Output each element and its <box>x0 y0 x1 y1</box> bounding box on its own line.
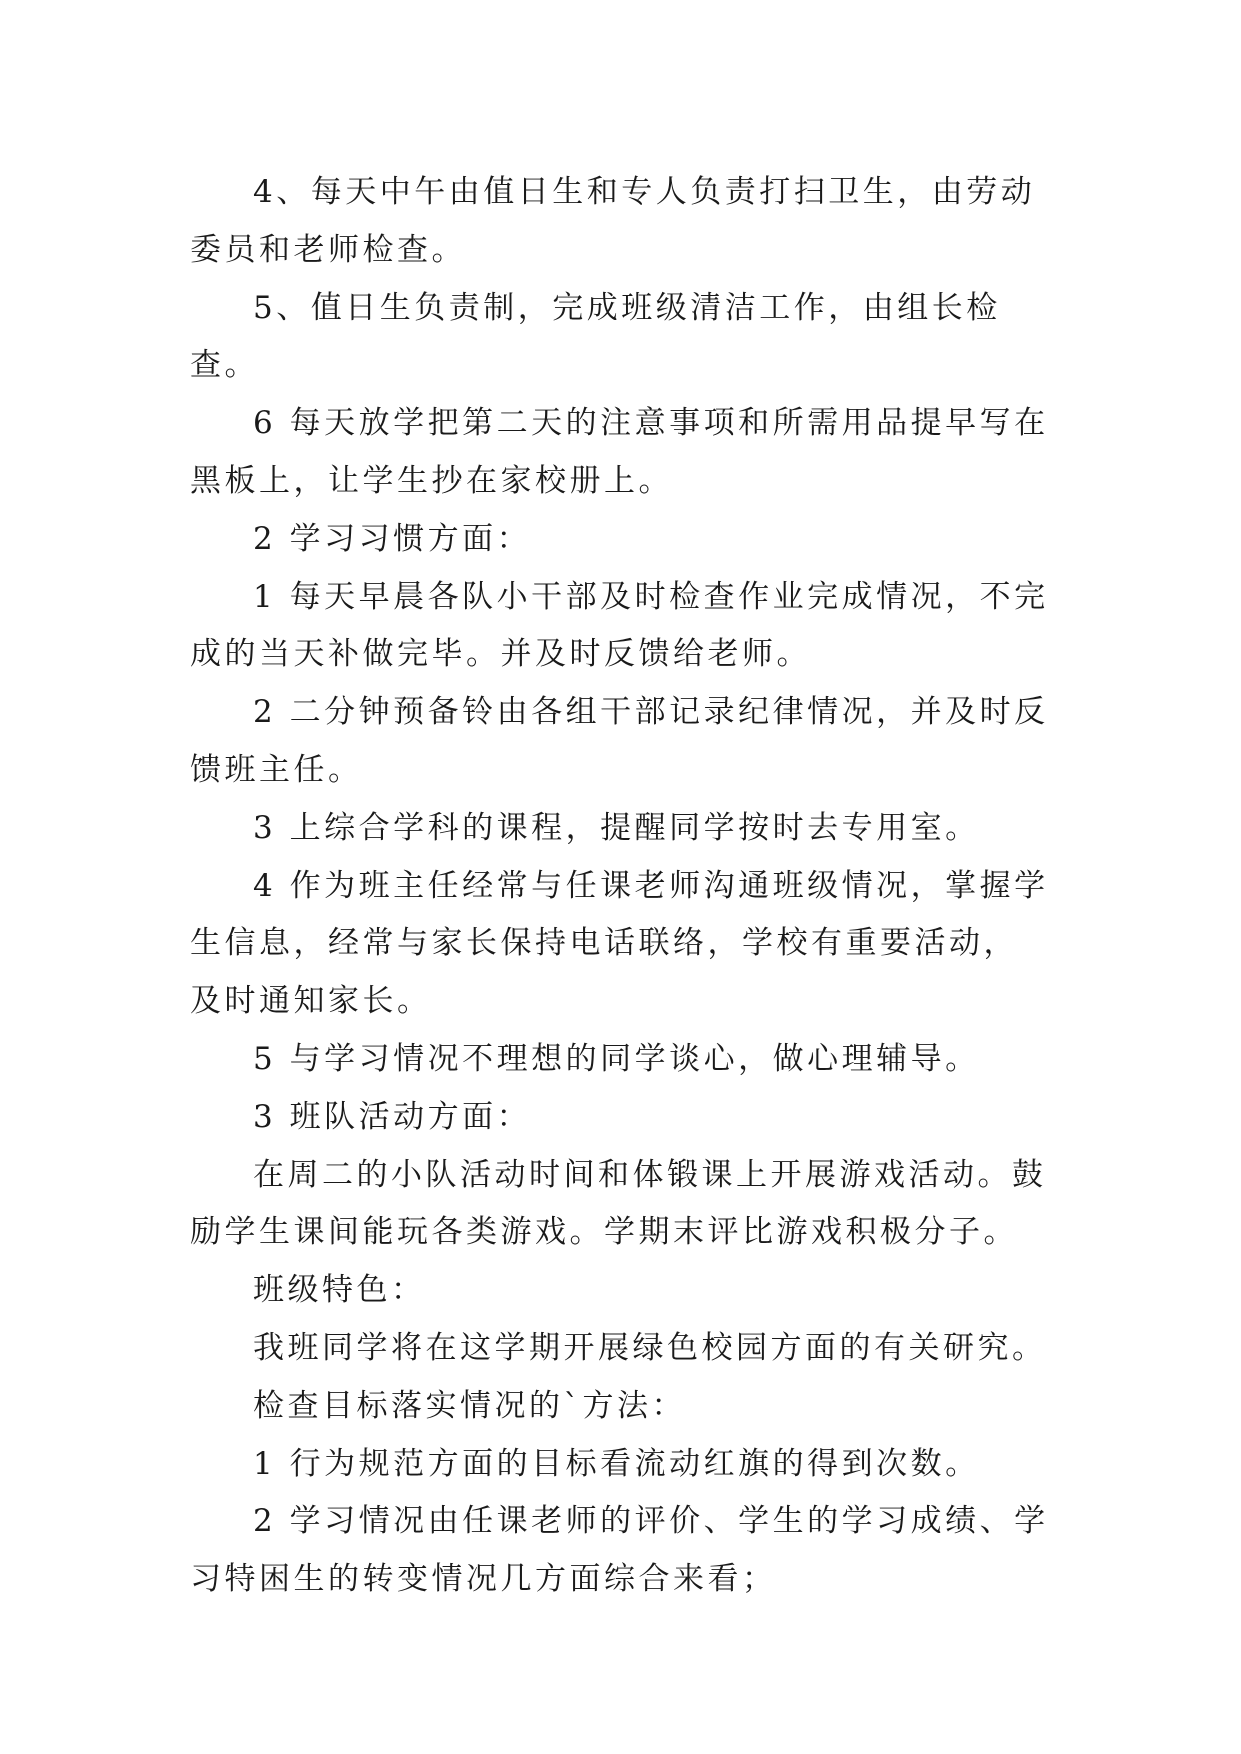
document-body <box>190 164 1050 1609</box>
paragraph-communication: 4 作为班主任经常与任课老师沟通班级情况，掌握学生信息，经常与家长保持电话联络，学校有重要活动，及时通知家长。 <box>190 867 1049 1020</box>
section-heading-class-activities: 3 班队活动方面： <box>253 1098 532 1135</box>
paragraph-duty-inspection: 4、每天中午由值日生和专人负责打扫卫生，由劳动委员和老师检查。 <box>190 174 1036 268</box>
paragraph-green-campus: 我班同学将在这学期开展绿色校园方面的有关研究。 <box>253 1329 1047 1366</box>
paragraph-discipline-record: 2 二分钟预备铃由各组干部记录纪律情况，并及时反馈班主任。 <box>190 694 1049 788</box>
section-heading-class-feature: 班级特色： <box>253 1272 426 1309</box>
paragraph-games: 在周二的小队活动时间和体锻课上开展游戏活动。鼓励学生课间能玩各类游戏。学期末评比游戏积极分子。 <box>190 1156 1047 1251</box>
paragraph-blackboard-notes: 6 每天放学把第二天的注意事项和所需用品提早写在黑板上，让学生抄在家校册上。 <box>190 405 1049 499</box>
paragraph-red-flag: 1 行为规范方面的目标看流动红旗的得到次数。 <box>253 1445 980 1482</box>
paragraph-homework-check: 1 每天早晨各队小干部及时检查作业完成情况，不完成的当天补做完毕。并及时反馈给老师。 <box>190 578 1049 673</box>
paragraph-counseling: 5 与学习情况不理想的同学谈心，做心理辅导。 <box>253 1040 980 1077</box>
section-heading-check-methods: 检查目标落实情况的`方法： <box>253 1387 686 1424</box>
paragraph-duty-system: 5、值日生负责制，完成班级清洁工作，由组长检查。 <box>190 289 1001 384</box>
section-heading-study-habits: 2 学习习惯方面： <box>253 520 532 557</box>
paragraph-special-rooms: 3 上综合学科的课程，提醒同学按时去专用室。 <box>253 809 980 846</box>
paragraph-study-evaluation: 2 学习情况由任课老师的评价、学生的学习成绩、学习特困生的转变情况几方面综合来看； <box>190 1503 1049 1598</box>
